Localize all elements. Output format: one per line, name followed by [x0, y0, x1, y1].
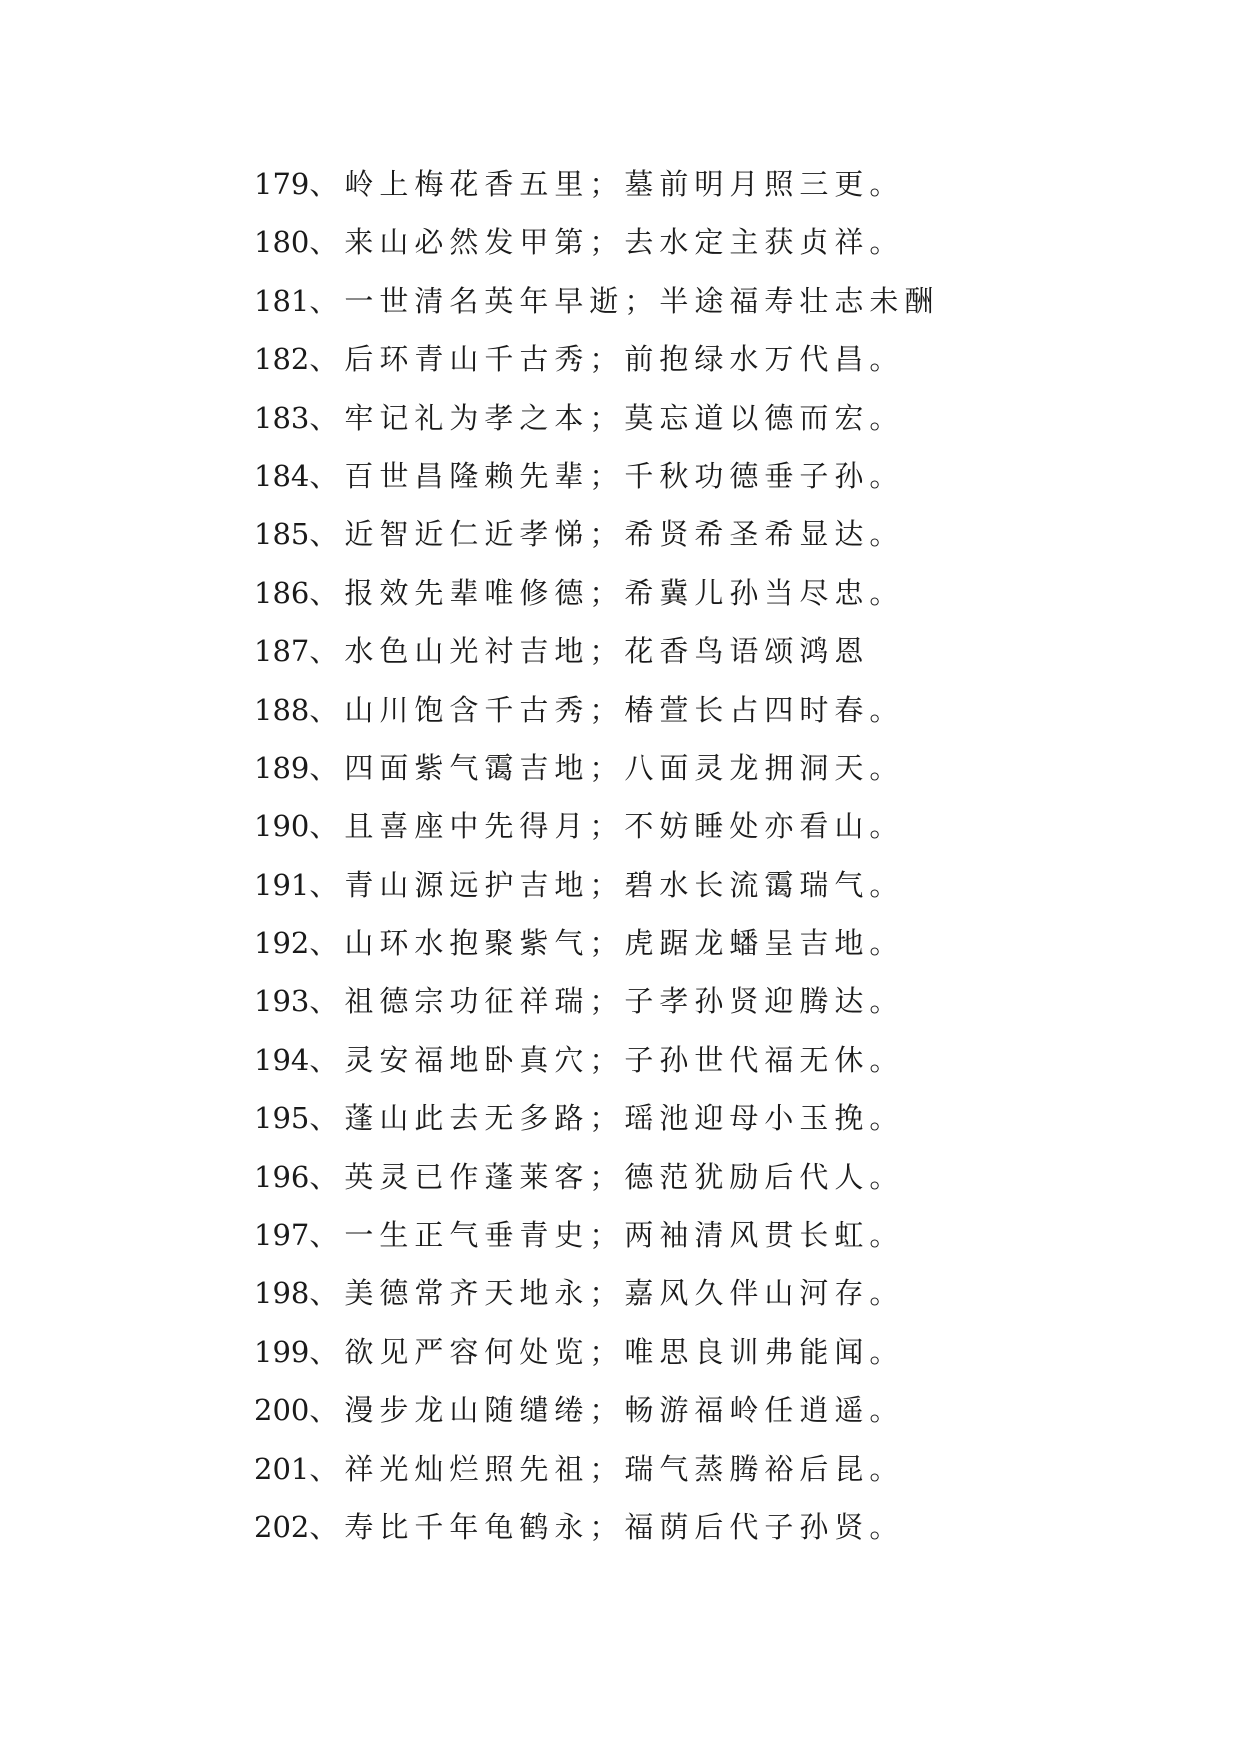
couplet-number: 195 [254, 1101, 310, 1136]
couplet-line [254, 1031, 1154, 1089]
couplet-line [254, 1323, 1154, 1381]
couplet-number: 191 [254, 867, 310, 902]
couplet-line [254, 330, 1154, 388]
couplet-line [254, 1206, 1154, 1264]
couplet-line [254, 1498, 1154, 1556]
couplet-text: 、祖德宗功征祥瑞；子孝孙贤迎腾达。 [309, 984, 905, 1019]
couplet-number: 185 [254, 517, 310, 552]
couplet-number: 189 [254, 750, 310, 785]
couplet-line [254, 389, 1154, 447]
couplet-text: 、四面紫气霭吉地；八面灵龙拥洞天。 [309, 750, 905, 785]
couplet-line [254, 797, 1154, 855]
couplet-number: 184 [254, 458, 310, 493]
couplet-line [254, 914, 1154, 972]
couplet-line [254, 155, 1154, 213]
couplet-text: 、英灵已作蓬莱客；德范犹励后代人。 [309, 1159, 905, 1194]
couplet-line [254, 447, 1154, 505]
couplet-number: 201 [254, 1451, 310, 1486]
couplet-text: 、青山源远护吉地；碧水长流霭瑞气。 [309, 867, 905, 902]
couplet-text: 、牢记礼为孝之本；莫忘道以德而宏。 [309, 400, 905, 435]
couplet-line [254, 1089, 1154, 1147]
couplet-text: 、祥光灿烂照先祖；瑞气蒸腾裕后昆。 [309, 1451, 905, 1486]
couplet-text: 、一生正气垂青史；两袖清风贯长虹。 [309, 1218, 905, 1253]
couplet-number: 200 [254, 1393, 310, 1428]
couplet-number: 188 [254, 692, 310, 727]
couplet-list [254, 155, 1154, 1556]
couplet-text: 、山环水抱聚紫气；虎踞龙蟠呈吉地。 [309, 926, 905, 961]
couplet-line [254, 1264, 1154, 1322]
couplet-line [254, 972, 1154, 1030]
couplet-number: 187 [254, 634, 310, 669]
couplet-number: 196 [254, 1159, 310, 1194]
couplet-number: 180 [254, 225, 310, 260]
couplet-text: 、美德常齐天地永；嘉风久伴山河存。 [309, 1276, 905, 1311]
couplet-number: 183 [254, 400, 310, 435]
couplet-text: 、后环青山千古秀；前抱绿水万代昌。 [309, 342, 905, 377]
couplet-line [254, 681, 1154, 739]
couplet-line [254, 1381, 1154, 1439]
couplet-number: 182 [254, 342, 310, 377]
couplet-text: 、且喜座中先得月；不妨睡处亦看山。 [309, 809, 905, 844]
couplet-number: 199 [254, 1334, 310, 1369]
couplet-number: 198 [254, 1276, 310, 1311]
couplet-line [254, 213, 1154, 271]
couplet-text: 、寿比千年龟鹤永；福荫后代子孙贤。 [309, 1509, 905, 1544]
couplet-text: 、欲见严容何处览；唯思良训弗能闻。 [309, 1334, 905, 1369]
couplet-number: 190 [254, 809, 310, 844]
couplet-text: 、岭上梅花香五里；墓前明月照三更。 [309, 167, 905, 201]
couplet-number: 192 [254, 926, 310, 961]
couplet-line [254, 505, 1154, 563]
couplet-text: 、一世清名英年早逝；半途福寿壮志未酬 [309, 283, 940, 318]
couplet-number: 186 [254, 575, 310, 610]
couplet-line [254, 272, 1154, 330]
couplet-line [254, 1148, 1154, 1206]
couplet-line [254, 622, 1154, 680]
couplet-text: 、报效先辈唯修德；希冀儿孙当尽忠。 [309, 575, 905, 610]
couplet-number: 202 [254, 1509, 310, 1544]
couplet-text: 、漫步龙山随缱绻；畅游福岭任逍遥。 [309, 1393, 905, 1428]
couplet-line [254, 856, 1154, 914]
couplet-text: 、蓬山此去无多路；瑶池迎母小玉挽。 [309, 1101, 905, 1136]
couplet-text: 、百世昌隆赖先辈；千秋功德垂子孙。 [309, 458, 905, 493]
couplet-text: 、近智近仁近孝悌；希贤希圣希显达。 [309, 517, 905, 552]
couplet-text: 、山川饱含千古秀；椿萱长占四时春。 [309, 692, 905, 727]
couplet-text: 、来山必然发甲第；去水定主获贞祥。 [309, 225, 905, 260]
couplet-number: 194 [254, 1042, 310, 1077]
couplet-line [254, 564, 1154, 622]
couplet-line [254, 1440, 1154, 1498]
couplet-number: 181 [254, 283, 310, 318]
couplet-number: 197 [254, 1218, 310, 1253]
couplet-number: 179 [254, 167, 310, 201]
couplet-text: 、水色山光衬吉地；花香鸟语颂鸿恩 [309, 634, 870, 669]
couplet-number: 193 [254, 984, 310, 1019]
couplet-line [254, 739, 1154, 797]
couplet-text: 、灵安福地卧真穴；子孙世代福无休。 [309, 1042, 905, 1077]
